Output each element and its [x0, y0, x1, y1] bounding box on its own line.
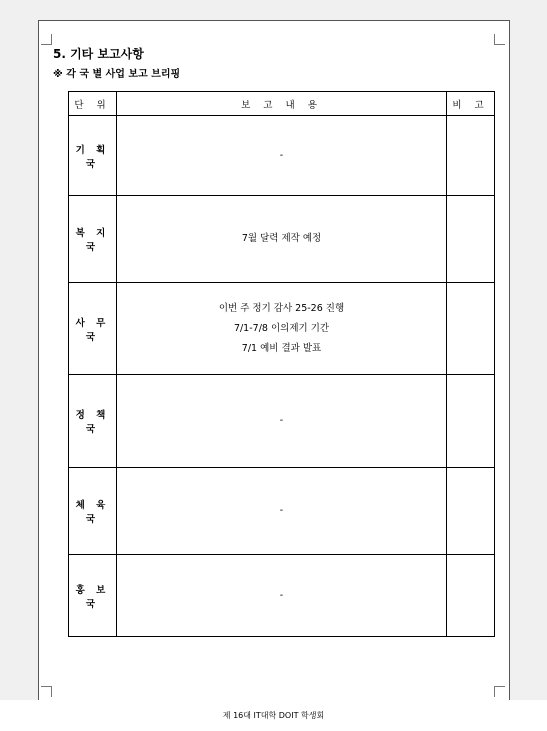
- content-cell: [117, 375, 447, 468]
- note-cell: [447, 468, 495, 555]
- section-title: 5. 기타 보고사항: [53, 47, 144, 61]
- subtitle: ※ 각 국 별 사업 보고 브리핑: [53, 69, 181, 80]
- content-cell: [117, 468, 447, 555]
- content-line: 7월 달력 제작 예정: [241, 233, 322, 244]
- page-footer: 제 16대 IT대학 DOIT 학생회: [222, 711, 325, 720]
- content-line: -: [279, 505, 284, 516]
- table-row: [69, 196, 495, 283]
- table-row: [69, 555, 495, 637]
- unit-cell: 복 지 국: [69, 196, 117, 283]
- unit-cell: 사 무 국: [69, 283, 117, 375]
- content-cell: [117, 196, 447, 283]
- header-content: 보 고 내 용: [117, 92, 447, 116]
- header-note: 비 고: [447, 92, 495, 116]
- table-header-row: [69, 92, 495, 116]
- unit-cell: 정 책 국: [69, 375, 117, 468]
- note-cell: [447, 116, 495, 196]
- table-row: [69, 468, 495, 555]
- note-cell: [447, 555, 495, 637]
- content-cell: [117, 555, 447, 637]
- crop-mark-top-right: [494, 34, 505, 45]
- content-line: -: [279, 589, 284, 601]
- report-table: [68, 91, 495, 637]
- unit-cell: 홍 보 국: [69, 555, 117, 637]
- content-line: 7/1 예비 결과 발표: [241, 342, 322, 354]
- note-cell: [447, 375, 495, 468]
- table-row: [69, 116, 495, 196]
- table-row: [69, 283, 495, 375]
- unit-cell: 체 육 국: [69, 468, 117, 555]
- header-unit: 단 위: [69, 92, 117, 116]
- content-line: -: [279, 415, 284, 426]
- unit-cell: 기 획 국: [69, 116, 117, 196]
- content-cell: [117, 283, 447, 375]
- content-line: -: [279, 149, 284, 161]
- note-cell: [447, 196, 495, 283]
- content-line: 이번 주 정기 감사 25-26 진행: [218, 302, 345, 314]
- content-line: 7/1-7/8 이의제기 기간: [233, 322, 330, 334]
- note-cell: [447, 283, 495, 375]
- crop-mark-top-left: [41, 34, 52, 45]
- crop-mark-bottom-right: [494, 686, 505, 697]
- crop-mark-bottom-left: [41, 686, 52, 697]
- table-row: [69, 375, 495, 468]
- content-cell: [117, 116, 447, 196]
